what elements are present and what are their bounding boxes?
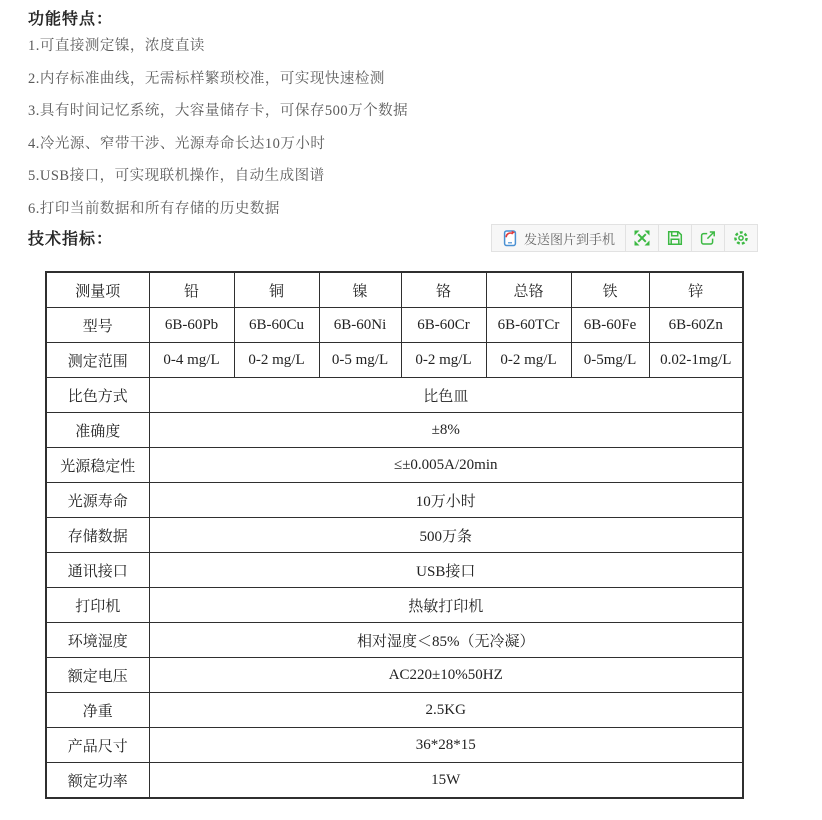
row-label-cell: 型号	[46, 308, 149, 343]
header-cell: 铬	[401, 272, 486, 308]
share-button[interactable]	[691, 225, 724, 251]
spec-label-cell: 比色方式	[46, 378, 149, 413]
model-cell: 6B-60Zn	[649, 308, 743, 343]
feature-item: 3.具有时间记忆系统，大容量储存卡，可保存500万个数据	[28, 103, 409, 119]
header-cell: 镍	[319, 272, 401, 308]
model-cell: 6B-60TCr	[486, 308, 571, 343]
settings-button[interactable]	[724, 225, 757, 251]
feature-item: 4.冷光源、窄带干涉、光源寿命长达10万小时	[28, 135, 326, 152]
spec-label-cell: 存储数据	[46, 518, 149, 553]
table-row	[46, 518, 743, 553]
spec-label-cell: 额定电压	[46, 658, 149, 693]
table-row	[46, 763, 743, 799]
spec-label-cell: 通讯接口	[46, 553, 149, 588]
spec-label-cell: 打印机	[46, 588, 149, 623]
table-row	[46, 553, 743, 588]
spec-label-cell: 产品尺寸	[46, 728, 149, 763]
phone-send-icon	[502, 229, 518, 247]
range-cell: 0-2 mg/L	[401, 343, 486, 378]
range-cell: 0-5mg/L	[571, 343, 649, 378]
spec-label-cell: 准确度	[46, 413, 149, 448]
table-row	[46, 448, 743, 483]
specs-table	[45, 271, 744, 799]
range-cell: 0-4 mg/L	[149, 343, 234, 378]
table-row	[46, 658, 743, 693]
spec-label-cell: 净重	[46, 693, 149, 728]
header-cell: 总铬	[486, 272, 571, 308]
spec-value-cell: AC220±10%50HZ	[149, 658, 743, 693]
table-row	[46, 588, 743, 623]
model-cell: 6B-60Ni	[319, 308, 401, 343]
spec-value-cell: 15W	[149, 763, 743, 799]
range-cell: 0-5 mg/L	[319, 343, 401, 378]
range-cell: 0-2 mg/L	[234, 343, 319, 378]
features-list	[28, 30, 822, 225]
spec-value-cell: 500万条	[149, 518, 743, 553]
range-cell: 0-2 mg/L	[486, 343, 571, 378]
feature-item: 2.内存标准曲线，无需标样繁琐校准，可实现快速检测	[28, 70, 385, 87]
range-cell: 0.02-1mg/L	[649, 343, 743, 378]
header-cell: 测量项	[46, 272, 149, 308]
table-row	[46, 308, 743, 343]
model-cell: 6B-60Fe	[571, 308, 649, 343]
feature-item: 5.USB接口，可实现联机操作，自动生成图谱	[28, 168, 325, 184]
save-button[interactable]	[658, 225, 691, 251]
feature-item: 1.可直接测定镍，浓度直读	[28, 38, 205, 54]
spec-label-cell: 额定功率	[46, 763, 149, 799]
model-cell: 6B-60Cu	[234, 308, 319, 343]
header-cell: 锌	[649, 272, 743, 308]
spec-value-cell: USB接口	[149, 553, 743, 588]
spec-label-cell: 光源稳定性	[46, 448, 149, 483]
header-cell: 铜	[234, 272, 319, 308]
spec-value-cell: 比色皿	[149, 378, 743, 413]
spec-value-cell: ≤±0.005A/20min	[149, 448, 743, 483]
spec-value-cell: ±8%	[149, 413, 743, 448]
table-row	[46, 728, 743, 763]
table-row	[46, 483, 743, 518]
send-to-phone-label: 发送图片到手机	[523, 231, 615, 247]
fullscreen-icon	[633, 229, 651, 247]
features-heading: 功能特点：	[28, 11, 114, 28]
header-cell: 铅	[149, 272, 234, 308]
spec-label-cell: 光源寿命	[46, 483, 149, 518]
table-row	[46, 378, 743, 413]
model-cell: 6B-60Pb	[149, 308, 234, 343]
model-cell: 6B-60Cr	[401, 308, 486, 343]
share-icon	[699, 229, 717, 247]
table-row	[46, 343, 743, 378]
fullscreen-button[interactable]	[625, 225, 658, 251]
specs-heading: 技术指标：	[28, 231, 114, 248]
table-row	[46, 272, 743, 308]
settings-gear-icon	[732, 229, 750, 247]
header-cell: 铁	[571, 272, 649, 308]
table-row	[46, 413, 743, 448]
send-to-phone-button[interactable]	[492, 225, 625, 251]
spec-value-cell: 36*28*15	[149, 728, 743, 763]
spec-value-cell: 热敏打印机	[149, 588, 743, 623]
spec-label-cell: 环境湿度	[46, 623, 149, 658]
save-icon	[666, 229, 684, 247]
image-toolbar	[491, 224, 758, 252]
spec-value-cell: 相对湿度＜85%（无冷凝）	[149, 623, 743, 658]
table-row	[46, 693, 743, 728]
row-label-cell: 测定范围	[46, 343, 149, 378]
spec-value-cell: 10万小时	[149, 483, 743, 518]
spec-value-cell: 2.5KG	[149, 693, 743, 728]
feature-item: 6.打印当前数据和所有存储的历史数据	[28, 200, 280, 217]
table-row	[46, 623, 743, 658]
